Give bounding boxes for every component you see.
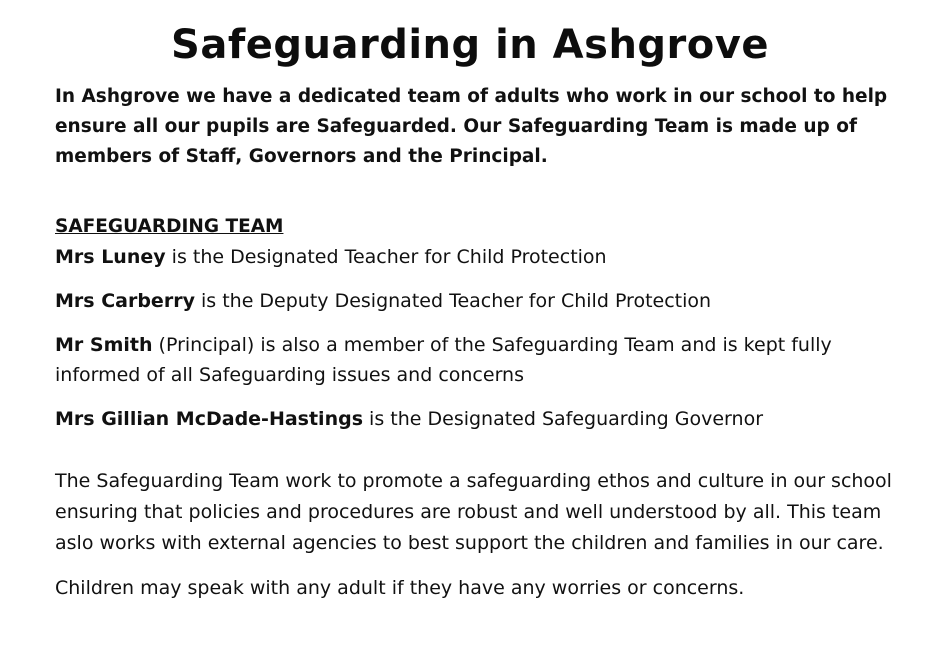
intro-paragraph: In Ashgrove we have a dedicated team of adults who work in our school to help ensure all our pupils are Safeguarded. Our Safeguarding Team is made up of members of Staff, Governors and the Principal. — [55, 86, 888, 167]
document-body — [55, 82, 895, 604]
member-name: Mrs Luney — [55, 246, 166, 268]
team-member — [55, 330, 895, 390]
member-role: is the Deputy Designated Teacher for Child Protection — [194, 290, 712, 312]
team-member — [55, 286, 895, 316]
team-member — [55, 242, 895, 272]
member-name: Mrs Gillian McDade-Hastings — [55, 408, 364, 430]
team-member — [55, 404, 895, 434]
page-title: Safeguarding in Ashgrove — [171, 22, 769, 68]
team-description-paragraph: The Safeguarding Team work to promote a safeguarding ethos and culture in our school ensuring that policies and procedures are robust and well understood by all. This team aslo works with external agencies to best support the children and families in our care. — [55, 470, 892, 554]
member-role: (Principal) is also a member of the Safeguarding Team and is kept fully informed of all Safeguarding issues and concerns — [55, 334, 832, 386]
member-role: is the Designated Teacher for Child Protection — [165, 246, 607, 268]
team-heading: SAFEGUARDING TEAM — [55, 216, 284, 237]
member-name: Mr Smith — [55, 334, 153, 356]
member-name: Mrs Carberry — [55, 290, 195, 312]
member-role: is the Designated Safeguarding Governor — [363, 408, 763, 430]
children-guidance-paragraph: Children may speak with any adult if they have any worries or concerns. — [55, 577, 745, 599]
